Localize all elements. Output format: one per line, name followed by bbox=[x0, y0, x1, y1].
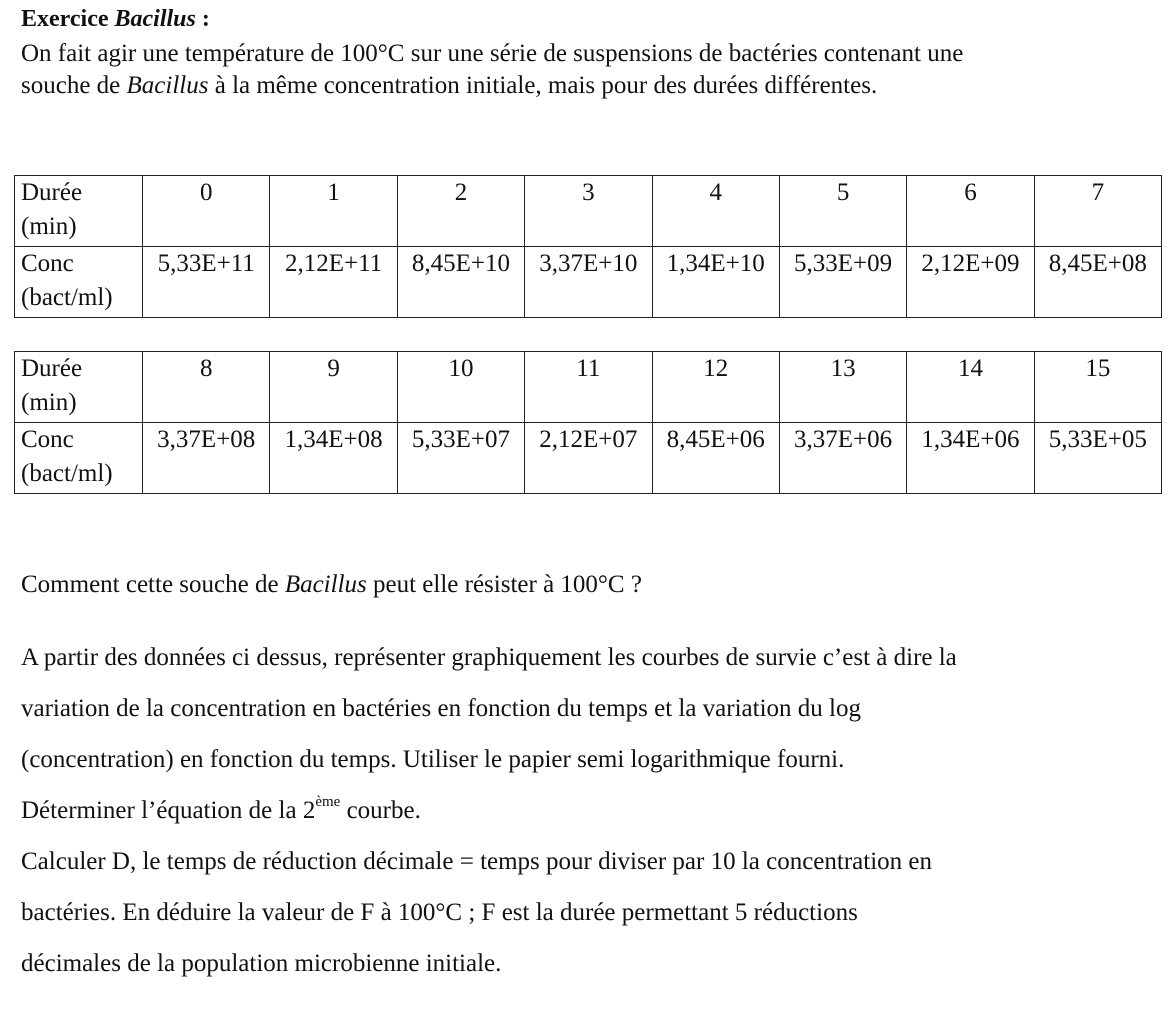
concentration-cell: 2,12E+11 bbox=[270, 247, 397, 318]
duration-row bbox=[15, 176, 1162, 247]
concentration-label: Conc (bact/ml) bbox=[15, 423, 143, 494]
instruction-line: Calculer D, le temps de réduction décimale = temps pour diviser par 10 la concentration en bbox=[21, 848, 933, 875]
concentration-cell: 1,34E+10 bbox=[652, 247, 779, 318]
duration-cell: 12 bbox=[652, 352, 779, 423]
duration-cell: 15 bbox=[1034, 352, 1161, 423]
duration-cell: 13 bbox=[779, 352, 906, 423]
concentration-cell: 5,33E+11 bbox=[143, 247, 270, 318]
duration-cell: 11 bbox=[525, 352, 652, 423]
concentration-row bbox=[15, 423, 1162, 494]
concentration-cell: 3,37E+08 bbox=[143, 423, 270, 494]
duration-cell: 3 bbox=[525, 176, 652, 247]
duration-cell: 4 bbox=[652, 176, 779, 247]
instructions-block bbox=[21, 632, 957, 989]
concentration-cell: 5,33E+07 bbox=[397, 423, 524, 494]
instruction-line: Déterminer l’équation de la 2ème courbe. bbox=[21, 794, 421, 824]
duration-cell: 10 bbox=[397, 352, 524, 423]
instruction-line: décimales de la population microbienne initiale. bbox=[21, 950, 502, 977]
exercise-title: Exercice Bacillus : bbox=[21, 6, 210, 32]
concentration-row bbox=[15, 247, 1162, 318]
instruction-line: (concentration) en fonction du temps. Utiliser le papier semi logarithmique fourni. bbox=[21, 746, 845, 773]
concentration-cell: 2,12E+07 bbox=[525, 423, 652, 494]
duration-row bbox=[15, 352, 1162, 423]
question-organism: Bacillus bbox=[284, 571, 367, 598]
concentration-cell: 1,34E+08 bbox=[270, 423, 397, 494]
concentration-cell: 1,34E+06 bbox=[907, 423, 1034, 494]
duration-cell: 5 bbox=[779, 176, 906, 247]
duration-cell: 6 bbox=[907, 176, 1034, 247]
question-resistance: Comment cette souche de Bacillus peut elle résister à 100°C ? bbox=[21, 571, 642, 598]
concentration-cell: 3,37E+10 bbox=[525, 247, 652, 318]
instruction-line: variation de la concentration en bactéries en fonction du temps et la variation du log bbox=[21, 695, 861, 722]
duration-cell: 7 bbox=[1034, 176, 1161, 247]
survival-table-2 bbox=[14, 351, 1162, 494]
instruction-line: A partir des données ci dessus, représenter graphiquement les courbes de survie c’est à dire la bbox=[21, 644, 957, 671]
title-organism: Bacillus bbox=[114, 6, 196, 32]
concentration-cell: 8,45E+08 bbox=[1034, 247, 1161, 318]
instruction-line: bactéries. En déduire la valeur de F à 100°C ; F est la durée permettant 5 réductions bbox=[21, 899, 858, 926]
intro-line-2: souche de Bacillus à la même concentration initiale, mais pour des durées différentes. bbox=[21, 72, 878, 99]
concentration-cell: 2,12E+09 bbox=[907, 247, 1034, 318]
concentration-cell: 5,33E+05 bbox=[1034, 423, 1161, 494]
intro-line-1: On fait agir une température de 100°C sur une série de suspensions de bactéries contenant une bbox=[21, 40, 964, 67]
intro-paragraph bbox=[21, 38, 1169, 102]
concentration-label: Conc (bact/ml) bbox=[15, 247, 143, 318]
duration-label: Durée (min) bbox=[15, 176, 143, 247]
duration-cell: 2 bbox=[397, 176, 524, 247]
duration-label: Durée (min) bbox=[15, 352, 143, 423]
superscript-eme: ème bbox=[315, 794, 341, 810]
survival-table-1 bbox=[14, 175, 1162, 318]
concentration-cell: 3,37E+06 bbox=[779, 423, 906, 494]
duration-cell: 14 bbox=[907, 352, 1034, 423]
duration-cell: 8 bbox=[143, 352, 270, 423]
concentration-cell: 5,33E+09 bbox=[779, 247, 906, 318]
intro-organism: Bacillus bbox=[126, 72, 209, 99]
duration-cell: 9 bbox=[270, 352, 397, 423]
duration-cell: 0 bbox=[143, 176, 270, 247]
duration-cell: 1 bbox=[270, 176, 397, 247]
concentration-cell: 8,45E+10 bbox=[397, 247, 524, 318]
concentration-cell: 8,45E+06 bbox=[652, 423, 779, 494]
